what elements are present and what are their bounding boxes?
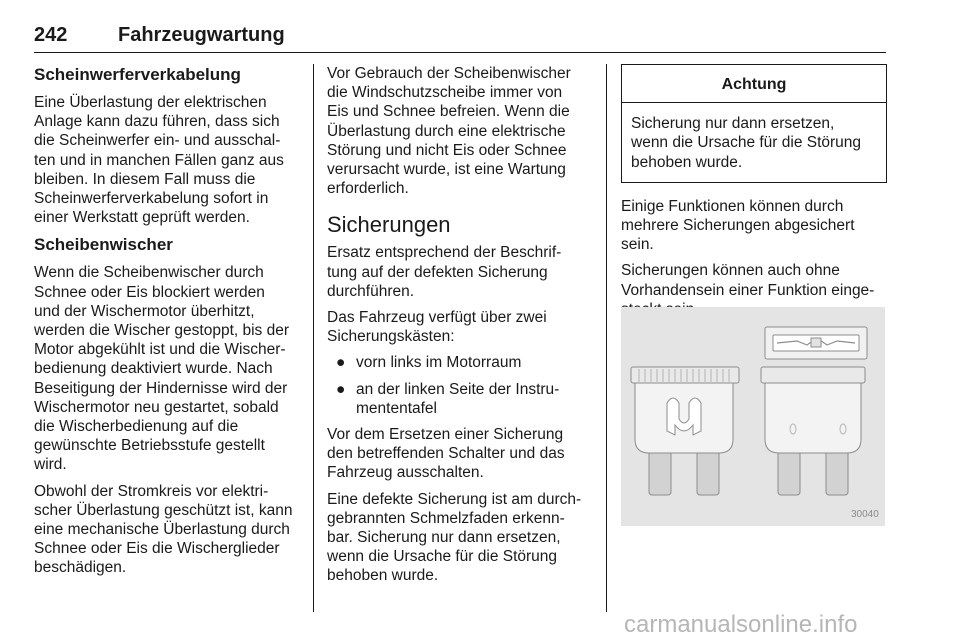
column-left: [34, 64, 302, 585]
bullet-icon: ●: [336, 354, 346, 372]
paragraph: Obwohl der Stromkreis vor elektri- scher Überlastung geschützt ist, kann eine mechanische Überlastung durch Schnee oder Eis die Wischerglieder beschädigen.: [34, 482, 293, 577]
list-item: [327, 380, 592, 418]
blown-fuse-icon: [761, 367, 865, 495]
heading-scheinwerferverkabelung: Scheinwerferverkabelung: [34, 65, 241, 84]
warning-title: Achtung: [622, 65, 886, 103]
paragraph: Eine Überlastung der elektrischen Anlage kann dazu führen, dass sich die Scheinwerfer ein- und ausschal- ten und in manchen Fällen ganz aus bleiben. In diesem Fall muss die Scheinwerferverkabelung sofort in einer Werkstatt geprüft werden.: [34, 94, 284, 227]
heading-scheibenwischer: Scheibenwischer: [34, 235, 173, 255]
column-middle: [327, 64, 592, 593]
bullet-icon: ●: [336, 380, 346, 398]
paragraph: Einige Funktionen können durch mehrere Sicherungen abgesichert sein.: [621, 197, 855, 254]
list-item-text: vorn links im Motorraum: [356, 354, 522, 372]
warning-text: Sicherung nur dann ersetzen, wenn die Ursache für die Störung behoben wurde.: [631, 115, 862, 171]
figure-id: 30040: [851, 509, 879, 520]
fuse-box-list: [327, 353, 592, 418]
page-header: [34, 22, 886, 54]
paragraph: Wenn die Scheibenwischer durch Schnee oder Eis blockiert werden und der Wischermotor überhitzt, werden die Wischer gestoppt, bis der Motor abgekühlt ist und die Wischer- bedienung deaktiviert wurde. Nach Beseitigung der Hindernisse wird der Wischermotor neu gestartet, sobald die Wischerbedienung auf die gewünschte Betriebsstufe gestellt wird.: [34, 264, 290, 474]
paragraph: Vor dem Ersetzen einer Sicherung den betreffenden Schalter und das Fahrzeug ausschalten.: [327, 426, 565, 482]
paragraph: Vor Gebrauch der Scheibenwischer die Windschutzscheibe immer von Eis und Schnee befreien. Wenn die Überlastung durch eine elektrische Störung und nicht Eis oder Schnee verursacht wurde, ist eine Wartung erforderlich.: [327, 65, 571, 198]
paragraph: Das Fahrzeug verfügt über zwei Sicherungskästen:: [327, 309, 547, 346]
watermark: carmanualsonline.info: [624, 611, 858, 638]
list-item: [327, 353, 592, 372]
paragraph: Eine defekte Sicherung ist am durch- gebrannten Schmelzfaden erkenn- bar. Sicherung nur dann ersetzen, wenn die Ursache für die Störung behoben wurde.: [327, 490, 582, 585]
column-divider: [313, 64, 314, 612]
paragraph: Ersatz entsprechend der Beschrif- tung auf der defekten Sicherung durchführen.: [327, 244, 562, 300]
column-divider: [606, 64, 607, 612]
header-rule: [34, 52, 886, 53]
fuse-drawing: [621, 307, 885, 526]
fuse-element-icon: [765, 327, 867, 359]
fuse-illustration: [621, 307, 885, 526]
list-item-text: an der linken Seite der Instru- mententafel: [356, 380, 560, 417]
heading-sicherungen: Sicherungen: [327, 212, 451, 238]
chapter-title: Fahrzeugwartung: [118, 24, 285, 46]
column-right: [621, 64, 887, 326]
warning-box: [621, 64, 887, 183]
paragraph: Sicherungen können auch ohne Vorhandensein einer Funktion einge-: [621, 262, 875, 299]
page-number: 242: [34, 24, 68, 46]
intact-fuse-icon: [631, 367, 739, 495]
